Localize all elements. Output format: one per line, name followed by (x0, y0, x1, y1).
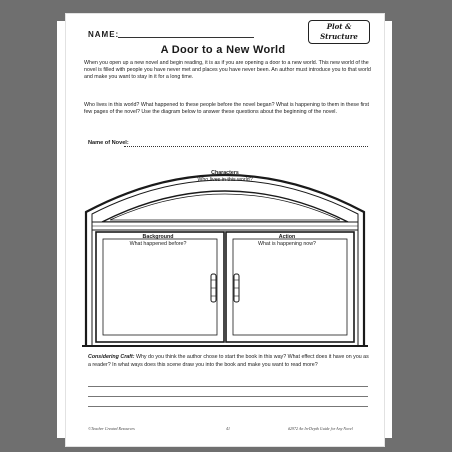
page-title: A Door to a New World (160, 44, 286, 56)
action-prompt: What is happening now? (257, 241, 316, 247)
badge-line-1: Plot & (326, 22, 352, 31)
arch-window (102, 191, 348, 222)
background-frame-left (0, 0, 57, 452)
arch-window-inner (110, 194, 340, 220)
right-door (226, 232, 354, 342)
questions-paragraph: Who lives in this world? What happened to these people before the novel began? What is happening to them in these first few pages of the novel? Use the diagram below to answer these questions about the beginning of the novel. (84, 102, 370, 115)
action-heading: Action (278, 234, 296, 240)
background-box[interactable] (103, 234, 213, 248)
characters-prompt: Who lives in this world? (197, 177, 253, 183)
answer-line-2[interactable] (88, 396, 368, 397)
background-frame-right (392, 0, 452, 452)
footer-book-title: #2972 An In-Depth Guide for Any Novel (288, 426, 353, 431)
right-door-handle (234, 274, 239, 302)
characters-box[interactable] (170, 170, 280, 184)
novel-name-write-line[interactable] (124, 146, 368, 147)
background-prompt: What happened before? (129, 241, 187, 247)
left-door (96, 232, 224, 342)
answer-line-1[interactable] (88, 386, 368, 387)
characters-heading: Characters (211, 170, 239, 176)
novel-name-label: Name of Novel: (88, 140, 129, 146)
name-write-line[interactable] (118, 37, 254, 38)
left-door-handle (211, 274, 216, 302)
badge-line-2: Structure (320, 32, 358, 41)
section-badge (308, 20, 370, 44)
intro-paragraph: When you open up a new novel and begin reading, it is as if you are opening a door to a new world. This new world of the novel is filled with people you have never met and places you have never been. An author must introduce you to that world and make you want to stay in it for a long time. (84, 60, 371, 80)
name-label: NAME: (88, 30, 120, 39)
considering-craft-label: Considering Craft: (88, 354, 135, 360)
considering-craft-paragraph (88, 354, 370, 369)
background-heading: Background (142, 234, 174, 240)
answer-line-3[interactable] (88, 406, 368, 407)
footer-publisher: ©Teacher Created Resources (88, 426, 135, 431)
considering-craft-text: Why do you think the author chose to start the book in this way? What effect does it have on you as a reader? In what ways does this scene draw you into the book and make you want to read more? (88, 354, 369, 368)
footer-page-number: 41 (226, 426, 230, 431)
action-box[interactable] (232, 234, 342, 248)
